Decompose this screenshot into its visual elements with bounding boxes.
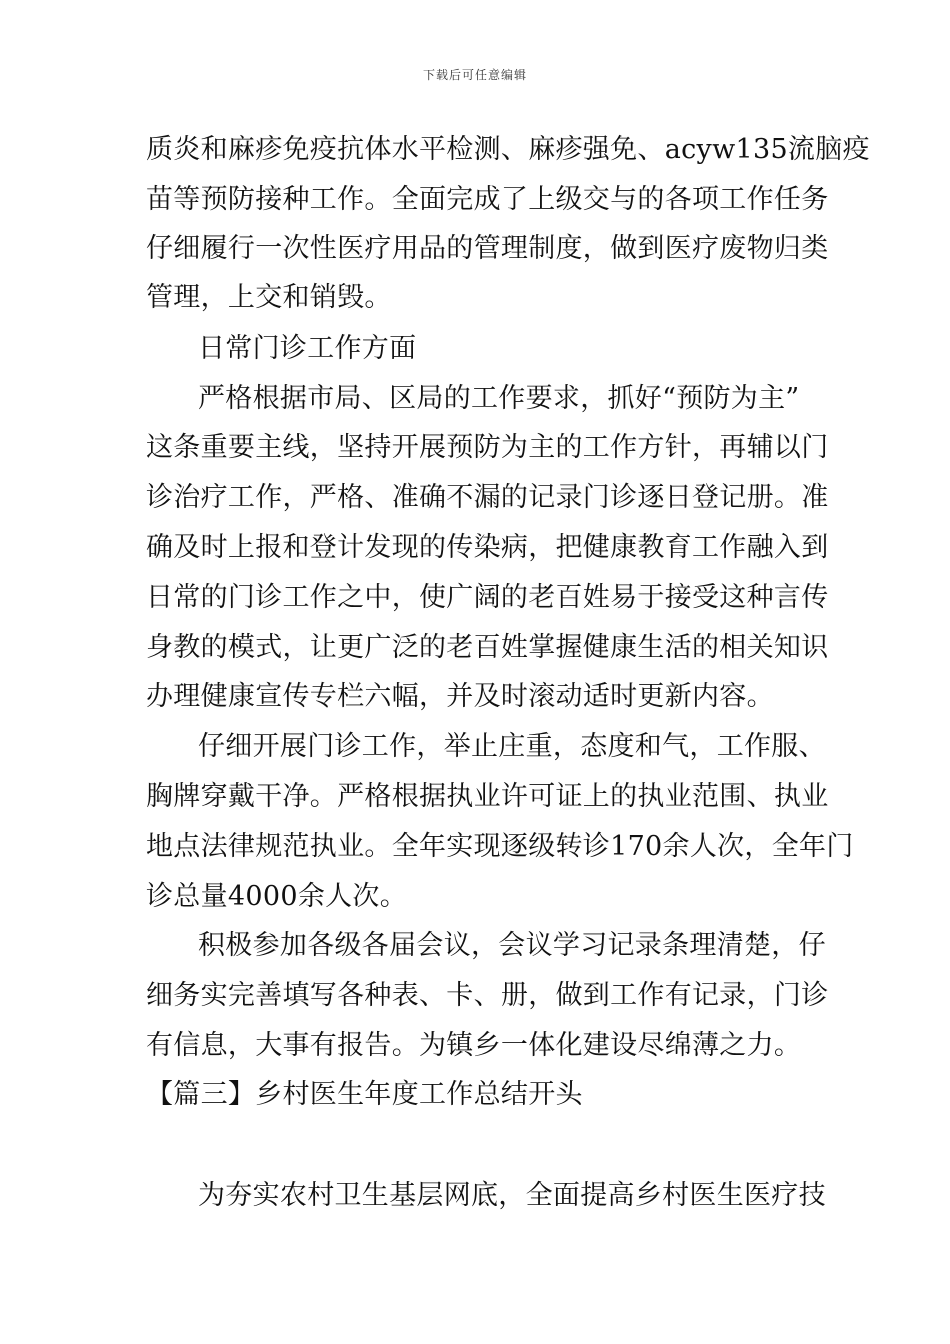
- text-line: 严格根据市局、区局的工作要求，抓好“预防为主”: [198, 383, 800, 414]
- text-line: 为夯实农村卫生基层网底，全面提高乡村医生医疗技: [198, 1180, 826, 1211]
- text-line: 苗等预防接种工作。全面完成了上级交与的各项工作任务: [146, 184, 829, 215]
- text-line: 管理，上交和销毁。: [146, 282, 392, 313]
- section-heading: 日常门诊工作方面: [198, 333, 417, 364]
- text-line: 有信息，大事有报告。为镇乡一体化建设尽绵薄之力。: [146, 1030, 802, 1061]
- text-line: 身教的模式，让更广泛的老百姓掌握健康生活的相关知识: [146, 632, 829, 663]
- text-line: 质炎和麻疹免疫抗体水平检测、麻疹强免、acyw135流脑疫: [146, 134, 870, 165]
- text-line: 日常的门诊工作之中，使广阔的老百姓易于接受这种言传: [146, 582, 829, 613]
- text-line: 办理健康宣传专栏六幅，并及时滚动适时更新内容。: [146, 681, 774, 712]
- section-title: 【篇三】乡村医生年度工作总结开头: [146, 1079, 583, 1110]
- text-line: 诊治疗工作，严格、准确不漏的记录门诊逐日登记册。准: [146, 482, 829, 513]
- header-note: 下载后可任意编辑: [422, 68, 527, 82]
- text-line: 细务实完善填写各种表、卡、册，做到工作有记录，门诊: [146, 980, 829, 1011]
- text-line: 积极参加各级各届会议，会议学习记录条理清楚，仔: [198, 930, 826, 961]
- text-line: 确及时上报和登计发现的传染病，把健康教育工作融入到: [146, 532, 829, 563]
- text-line: 这条重要主线，坚持开展预防为主的工作方针，再辅以门: [146, 432, 829, 463]
- text-line: 仔细开展门诊工作，举止庄重，态度和气，工作服、: [198, 731, 826, 762]
- text-line: 诊总量4000余人次。: [146, 881, 408, 912]
- text-line: 胸牌穿戴干净。严格根据执业许可证上的执业范围、执业: [146, 781, 829, 812]
- text-line: 仔细履行一次性医疗用品的管理制度，做到医疗废物归类: [146, 233, 829, 264]
- text-line: 地点法律规范执业。全年实现逐级转诊170余人次，全年门: [146, 831, 854, 862]
